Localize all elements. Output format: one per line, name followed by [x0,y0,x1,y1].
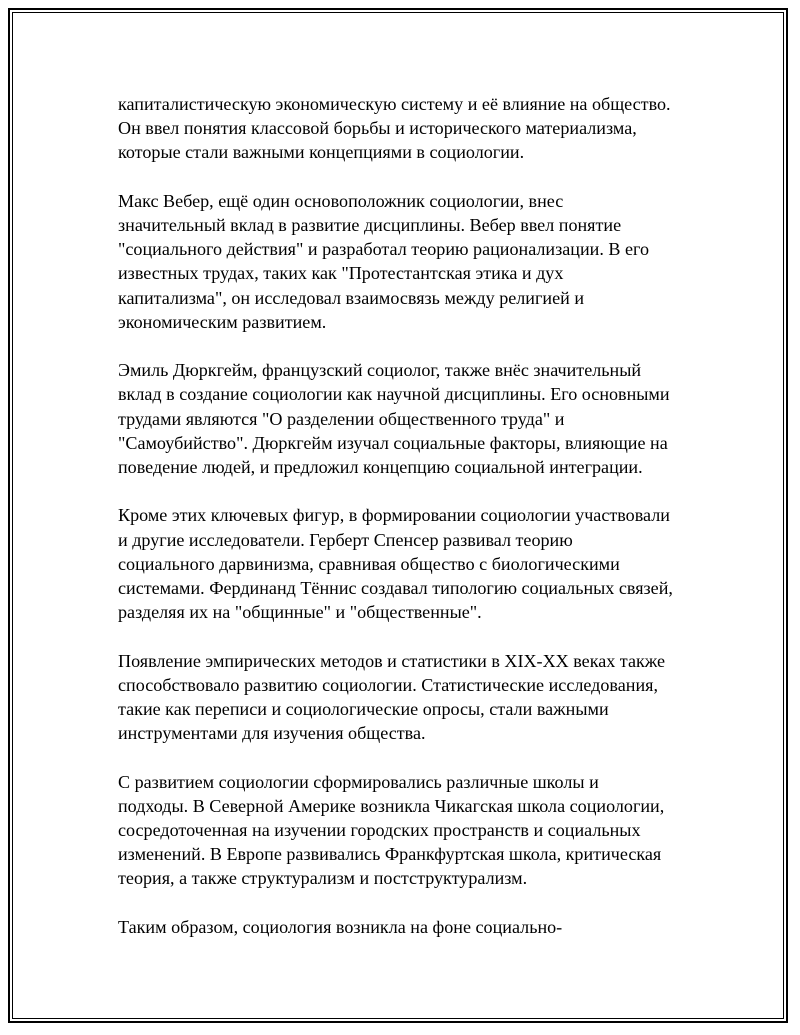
paragraph-5 [118,649,698,746]
text-line: социального дарвинизма, сравнивая общество с биологическими [118,553,620,574]
paragraph-3 [118,358,698,479]
paragraph-6 [118,770,698,891]
text-line: и другие исследователи. Герберт Спенсер развивал теорию [118,529,573,550]
text-line: Эмиль Дюркгейм, французский социолог, также внёс значительный [118,360,642,381]
text-line: способствовало развитию социологии. Статистические исследования, [118,674,658,695]
text-line: известных трудах, таких как "Протестантская этика и дух [118,263,564,284]
text-line: трудами являются "О разделении общественного труда" и [118,408,565,429]
text-line: которые стали важными концепциями в социологии. [118,142,525,163]
text-line: теория, а также структурализм и постструктурализм. [118,868,528,889]
text-line: подходы. В Северной Америке возникла Чикагская школа социологии, [118,795,665,816]
text-line: Появление эмпирических методов и статистики в XIX-XX веках также [118,650,666,671]
text-line: "социального действия" и разработал теорию рационализации. В его [118,239,650,260]
text-line: сосредоточенная на изучении городских пространств и социальных [118,820,641,841]
text-line: значительный вклад в развитие дисциплины. Вебер ввел понятие [118,215,622,235]
text-line: такие как переписи и социологические опросы, стали важными [118,699,609,720]
paragraph-2 [118,189,698,334]
text-line: С развитием социологии сформировались различные школы и [118,771,599,792]
text-line: изменений. В Европе развивались Франкфуртская школа, критическая [118,844,662,865]
document-body [118,92,698,963]
text-line: Таким образом, социология возникла на фоне социально- [118,916,563,937]
text-line: экономическим развитием. [118,311,327,332]
paragraph-7 [118,915,698,939]
paragraph-4 [118,503,698,624]
text-line: "Самоубийство". Дюркгейм изучал социальные факторы, влияющие на [118,432,668,453]
text-line: капитализма", он исследовал взаимосвязь между религией и [118,287,585,308]
text-line: разделяя их на "общинные" и "общественные". [118,602,482,623]
paragraph-1 [118,92,698,165]
text-line: Он ввел понятия классовой борьбы и исторического материализма, [118,118,637,139]
text-line: инструментами для изучения общества. [118,723,426,744]
text-line: поведение людей, и предложил концепцию социальной интеграции. [118,457,643,478]
text-line: вклад в создание социологии как научной дисциплины. Его основными [118,384,670,405]
text-line: Кроме этих ключевых фигур, в формировании социологии участвовали [118,505,670,526]
text-line: системами. Фердинанд Тённис создавал типологию социальных связей, [118,578,673,599]
text-line: Макс Вебер, ещё один основоположник социологии, внес [118,190,564,211]
text-line: капиталистическую экономическую систему и её влияние на общество. [118,94,671,114]
